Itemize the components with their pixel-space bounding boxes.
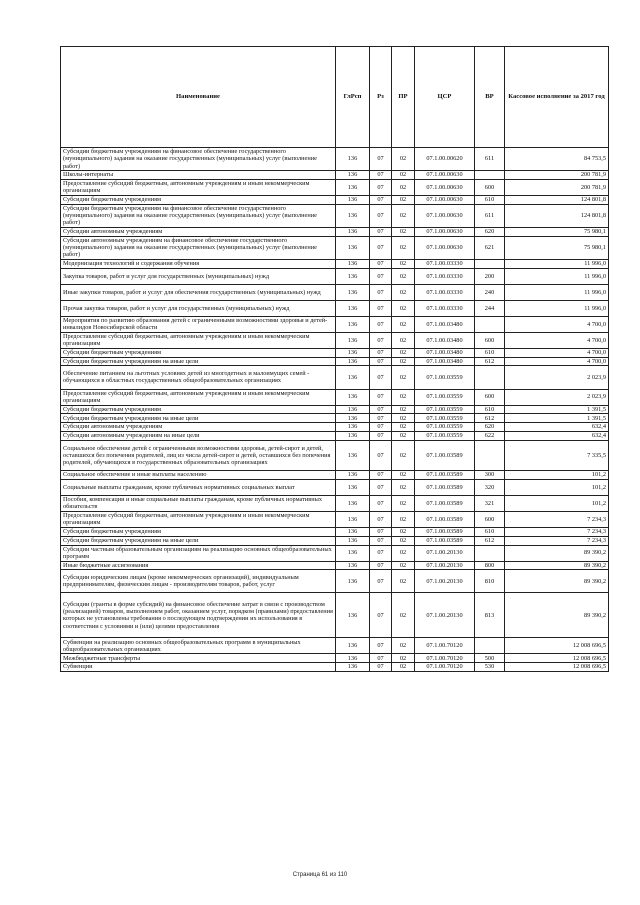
cell-grs: 136 bbox=[336, 316, 370, 332]
table-row bbox=[61, 654, 609, 663]
cell-sum: 200 781,9 bbox=[505, 171, 609, 180]
cell-name: Субсидии бюджетным учреждениям на иные цели bbox=[61, 357, 336, 366]
table-row bbox=[61, 511, 609, 527]
cell-grs: 136 bbox=[336, 366, 370, 389]
table-row bbox=[61, 431, 609, 440]
cell-name: Субсидии бюджетным учреждениям bbox=[61, 195, 336, 204]
cell-sum: 89 390,2 bbox=[505, 593, 609, 638]
table-row bbox=[61, 638, 609, 654]
cell-name: Субсидии (гранты в форме субсидий) на финансовое обеспечение затрат в связи с производством (реализацией) товаров, выполнением работ, оказанием услуг, порядком (правилами) предоставления которых не установлены требования о последующем подтверждении их использования в соответствии с условиями и (или) целями предоставления bbox=[61, 593, 336, 638]
cell-vr: 530 bbox=[475, 663, 505, 672]
cell-name: Закупка товаров, работ и услуг для государственных (муниципальных) нужд bbox=[61, 268, 336, 284]
cell-name: Модернизация технологий и содержания обучения bbox=[61, 259, 336, 268]
cell-csr: 07.1.00.03559 bbox=[415, 366, 475, 389]
cell-name: Субвенции bbox=[61, 663, 336, 672]
table-row bbox=[61, 527, 609, 536]
cell-csr: 07.1.00.03330 bbox=[415, 259, 475, 268]
cell-csr: 07.1.00.03589 bbox=[415, 511, 475, 527]
cell-pr: 02 bbox=[392, 204, 415, 227]
cell-pr: 02 bbox=[392, 431, 415, 440]
cell-name: Субсидии юридическим лицам (кроме некоммерческих организаций), индивидуальным предпринимателям, физическим лицам - производителям товаров, работ, услуг bbox=[61, 570, 336, 593]
cell-rz: 07 bbox=[370, 423, 392, 432]
table-row bbox=[61, 259, 609, 268]
cell-vr: 600 bbox=[475, 179, 505, 195]
cell-name: Иные бюджетные ассигнования bbox=[61, 561, 336, 570]
cell-pr: 02 bbox=[392, 663, 415, 672]
cell-sum: 89 390,2 bbox=[505, 545, 609, 561]
cell-name: Пособия, компенсации и иные социальные выплаты гражданам, кроме публичных нормативных обязательств bbox=[61, 495, 336, 511]
cell-pr: 02 bbox=[392, 527, 415, 536]
cell-sum: 75 980,1 bbox=[505, 236, 609, 259]
cell-vr: 813 bbox=[475, 593, 505, 638]
cell-rz: 07 bbox=[370, 479, 392, 495]
cell-sum: 632,4 bbox=[505, 431, 609, 440]
cell-pr: 02 bbox=[392, 236, 415, 259]
budget-table-sheet bbox=[60, 46, 608, 672]
cell-rz: 07 bbox=[370, 593, 392, 638]
cell-rz: 07 bbox=[370, 195, 392, 204]
cell-csr: 07.1.00.03589 bbox=[415, 495, 475, 511]
cell-csr: 07.1.00.00620 bbox=[415, 148, 475, 171]
cell-rz: 07 bbox=[370, 316, 392, 332]
cell-grs: 136 bbox=[336, 654, 370, 663]
header-pr: ПР bbox=[392, 47, 415, 148]
table-row bbox=[61, 171, 609, 180]
cell-name: Субсидии бюджетным учреждениям bbox=[61, 527, 336, 536]
cell-grs: 136 bbox=[336, 471, 370, 480]
cell-csr: 07.1.00.03559 bbox=[415, 414, 475, 423]
table-row bbox=[61, 423, 609, 432]
cell-csr: 07.1.00.20130 bbox=[415, 545, 475, 561]
cell-rz: 07 bbox=[370, 545, 392, 561]
cell-rz: 07 bbox=[370, 236, 392, 259]
cell-sum: 89 390,2 bbox=[505, 570, 609, 593]
cell-name: Предоставление субсидий бюджетным, автономным учреждениям и иным некоммерческим организациям bbox=[61, 332, 336, 348]
cell-grs: 136 bbox=[336, 204, 370, 227]
cell-sum: 4 700,0 bbox=[505, 357, 609, 366]
cell-pr: 02 bbox=[392, 300, 415, 316]
cell-sum: 84 753,5 bbox=[505, 148, 609, 171]
cell-rz: 07 bbox=[370, 148, 392, 171]
table-row bbox=[61, 405, 609, 414]
cell-csr: 07.1.00.03330 bbox=[415, 268, 475, 284]
cell-grs: 136 bbox=[336, 561, 370, 570]
page-number: Страница 61 из 110 bbox=[292, 872, 348, 878]
cell-vr: 612 bbox=[475, 536, 505, 545]
table-row bbox=[61, 204, 609, 227]
cell-sum: 11 996,0 bbox=[505, 259, 609, 268]
cell-name: Мероприятия по развитию образования детей с ограниченными возможностями здоровья и детей-инвалидов Новосибирской области bbox=[61, 316, 336, 332]
cell-vr bbox=[475, 316, 505, 332]
cell-vr bbox=[475, 440, 505, 470]
cell-rz: 07 bbox=[370, 268, 392, 284]
cell-vr bbox=[475, 545, 505, 561]
table-row bbox=[61, 593, 609, 638]
cell-grs: 136 bbox=[336, 148, 370, 171]
cell-csr: 07.1.00.03330 bbox=[415, 300, 475, 316]
cell-csr: 07.1.00.00630 bbox=[415, 179, 475, 195]
cell-csr: 07.1.00.03559 bbox=[415, 389, 475, 405]
cell-name: Школы-интернаты bbox=[61, 171, 336, 180]
cell-rz: 07 bbox=[370, 348, 392, 357]
table-row bbox=[61, 414, 609, 423]
cell-csr: 07.1.00.03589 bbox=[415, 440, 475, 470]
cell-grs: 136 bbox=[336, 545, 370, 561]
cell-name: Субсидии бюджетным учреждениям bbox=[61, 348, 336, 357]
table-row bbox=[61, 332, 609, 348]
cell-csr: 07.1.00.20130 bbox=[415, 593, 475, 638]
cell-vr bbox=[475, 259, 505, 268]
table-row bbox=[61, 268, 609, 284]
cell-pr: 02 bbox=[392, 479, 415, 495]
cell-rz: 07 bbox=[370, 570, 392, 593]
cell-csr: 07.1.00.00630 bbox=[415, 171, 475, 180]
cell-name: Обеспечение питанием на льготных условиях детей из многодетных и малоимущих семей - обучающихся в областных государственных общеобразовательных организациях bbox=[61, 366, 336, 389]
cell-sum: 632,4 bbox=[505, 423, 609, 432]
cell-vr: 244 bbox=[475, 300, 505, 316]
cell-pr: 02 bbox=[392, 511, 415, 527]
cell-vr: 810 bbox=[475, 570, 505, 593]
cell-pr: 02 bbox=[392, 536, 415, 545]
cell-csr: 07.1.00.03480 bbox=[415, 348, 475, 357]
cell-grs: 136 bbox=[336, 268, 370, 284]
cell-vr bbox=[475, 171, 505, 180]
cell-sum: 7 335,5 bbox=[505, 440, 609, 470]
cell-sum: 101,2 bbox=[505, 471, 609, 480]
table-row bbox=[61, 479, 609, 495]
cell-vr: 610 bbox=[475, 405, 505, 414]
cell-pr: 02 bbox=[392, 366, 415, 389]
table-row bbox=[61, 348, 609, 357]
cell-vr: 300 bbox=[475, 471, 505, 480]
cell-vr: 500 bbox=[475, 654, 505, 663]
cell-vr: 320 bbox=[475, 479, 505, 495]
cell-sum: 75 980,1 bbox=[505, 227, 609, 236]
cell-pr: 02 bbox=[392, 405, 415, 414]
cell-vr: 620 bbox=[475, 227, 505, 236]
cell-name: Субсидии бюджетным учреждениям на финансовое обеспечение государственного (муниципального) задания на оказание государственных (муниципальных) услуг (выполнение работ) bbox=[61, 148, 336, 171]
cell-rz: 07 bbox=[370, 527, 392, 536]
cell-sum: 12 008 696,5 bbox=[505, 654, 609, 663]
cell-pr: 02 bbox=[392, 357, 415, 366]
cell-sum: 101,2 bbox=[505, 479, 609, 495]
cell-pr: 02 bbox=[392, 389, 415, 405]
budget-table bbox=[60, 46, 609, 672]
cell-pr: 02 bbox=[392, 148, 415, 171]
cell-csr: 07.1.00.03480 bbox=[415, 332, 475, 348]
cell-vr: 321 bbox=[475, 495, 505, 511]
cell-sum: 4 700,0 bbox=[505, 348, 609, 357]
cell-csr: 07.1.00.00630 bbox=[415, 227, 475, 236]
cell-sum: 11 996,0 bbox=[505, 284, 609, 300]
cell-name: Субсидии бюджетным учреждениям bbox=[61, 405, 336, 414]
cell-pr: 02 bbox=[392, 414, 415, 423]
cell-name: Субвенции на реализацию основных общеобразовательных программ в муниципальных общеобразовательных организациях bbox=[61, 638, 336, 654]
cell-pr: 02 bbox=[392, 638, 415, 654]
cell-csr: 07.1.00.03559 bbox=[415, 423, 475, 432]
cell-name: Предоставление субсидий бюджетным, автономным учреждениям и иным некоммерческим организациям bbox=[61, 389, 336, 405]
table-row bbox=[61, 366, 609, 389]
cell-vr: 610 bbox=[475, 527, 505, 536]
cell-name: Субсидии автономным учреждениям на иные цели bbox=[61, 431, 336, 440]
cell-grs: 136 bbox=[336, 511, 370, 527]
cell-csr: 07.1.00.20130 bbox=[415, 570, 475, 593]
table-row bbox=[61, 545, 609, 561]
cell-rz: 07 bbox=[370, 171, 392, 180]
table-row bbox=[61, 284, 609, 300]
cell-grs: 136 bbox=[336, 593, 370, 638]
cell-grs: 136 bbox=[336, 357, 370, 366]
cell-vr: 600 bbox=[475, 389, 505, 405]
cell-rz: 07 bbox=[370, 471, 392, 480]
cell-pr: 02 bbox=[392, 423, 415, 432]
cell-pr: 02 bbox=[392, 654, 415, 663]
cell-grs: 136 bbox=[336, 527, 370, 536]
cell-pr: 02 bbox=[392, 593, 415, 638]
cell-sum: 1 391,5 bbox=[505, 405, 609, 414]
cell-pr: 02 bbox=[392, 316, 415, 332]
table-row bbox=[61, 536, 609, 545]
cell-csr: 07.1.00.03589 bbox=[415, 471, 475, 480]
cell-sum: 124 801,8 bbox=[505, 204, 609, 227]
cell-csr: 07.1.00.00630 bbox=[415, 195, 475, 204]
header-grs: ГлРсп bbox=[336, 47, 370, 148]
cell-rz: 07 bbox=[370, 179, 392, 195]
table-row bbox=[61, 389, 609, 405]
cell-pr: 02 bbox=[392, 332, 415, 348]
cell-grs: 136 bbox=[336, 227, 370, 236]
cell-grs: 136 bbox=[336, 479, 370, 495]
table-row bbox=[61, 471, 609, 480]
cell-rz: 07 bbox=[370, 440, 392, 470]
cell-name: Социальные выплаты гражданам, кроме публичных нормативных социальных выплат bbox=[61, 479, 336, 495]
cell-csr: 07.1.00.70120 bbox=[415, 638, 475, 654]
cell-rz: 07 bbox=[370, 389, 392, 405]
cell-grs: 136 bbox=[336, 332, 370, 348]
cell-csr: 07.1.00.00630 bbox=[415, 204, 475, 227]
cell-rz: 07 bbox=[370, 259, 392, 268]
cell-name: Иные закупки товаров, работ и услуг для обеспечения государственных (муниципальных) нужд bbox=[61, 284, 336, 300]
cell-grs: 136 bbox=[336, 570, 370, 593]
cell-grs: 136 bbox=[336, 179, 370, 195]
cell-csr: 07.1.00.03589 bbox=[415, 527, 475, 536]
cell-vr: 612 bbox=[475, 357, 505, 366]
cell-grs: 136 bbox=[336, 663, 370, 672]
cell-grs: 136 bbox=[336, 414, 370, 423]
cell-name: Предоставление субсидий бюджетным, автономным учреждениям и иным некоммерческим организациям bbox=[61, 511, 336, 527]
cell-sum: 2 023,9 bbox=[505, 389, 609, 405]
table-header-row bbox=[61, 47, 609, 148]
cell-sum: 4 700,0 bbox=[505, 316, 609, 332]
cell-name: Субсидии автономным учреждениям bbox=[61, 227, 336, 236]
cell-pr: 02 bbox=[392, 570, 415, 593]
cell-sum: 7 234,3 bbox=[505, 527, 609, 536]
cell-rz: 07 bbox=[370, 536, 392, 545]
cell-grs: 136 bbox=[336, 236, 370, 259]
table-body bbox=[61, 148, 609, 672]
cell-name: Субсидии частным образовательным организациям на реализацию основных общеобразовательных программ bbox=[61, 545, 336, 561]
cell-vr: 600 bbox=[475, 332, 505, 348]
cell-sum: 200 781,9 bbox=[505, 179, 609, 195]
cell-vr: 611 bbox=[475, 204, 505, 227]
cell-rz: 07 bbox=[370, 300, 392, 316]
cell-csr: 07.1.00.70120 bbox=[415, 663, 475, 672]
cell-rz: 07 bbox=[370, 561, 392, 570]
table-row bbox=[61, 236, 609, 259]
cell-sum: 101,2 bbox=[505, 495, 609, 511]
cell-pr: 02 bbox=[392, 348, 415, 357]
table-row bbox=[61, 300, 609, 316]
cell-sum: 124 801,8 bbox=[505, 195, 609, 204]
cell-grs: 136 bbox=[336, 195, 370, 204]
cell-csr: 07.1.00.03480 bbox=[415, 316, 475, 332]
cell-sum: 1 391,5 bbox=[505, 414, 609, 423]
cell-pr: 02 bbox=[392, 179, 415, 195]
cell-sum: 12 008 696,5 bbox=[505, 663, 609, 672]
cell-vr: 610 bbox=[475, 348, 505, 357]
table-row bbox=[61, 561, 609, 570]
cell-pr: 02 bbox=[392, 259, 415, 268]
cell-csr: 07.1.00.20130 bbox=[415, 561, 475, 570]
cell-rz: 07 bbox=[370, 357, 392, 366]
cell-csr: 07.1.00.03559 bbox=[415, 405, 475, 414]
cell-vr bbox=[475, 366, 505, 389]
cell-rz: 07 bbox=[370, 414, 392, 423]
cell-pr: 02 bbox=[392, 561, 415, 570]
cell-name: Субсидии бюджетным учреждениям на иные цели bbox=[61, 414, 336, 423]
cell-sum: 7 234,3 bbox=[505, 536, 609, 545]
cell-grs: 136 bbox=[336, 440, 370, 470]
cell-rz: 07 bbox=[370, 284, 392, 300]
cell-rz: 07 bbox=[370, 431, 392, 440]
cell-sum: 4 700,0 bbox=[505, 332, 609, 348]
table-row bbox=[61, 316, 609, 332]
table-row bbox=[61, 663, 609, 672]
cell-vr: 800 bbox=[475, 561, 505, 570]
cell-grs: 136 bbox=[336, 423, 370, 432]
cell-sum: 11 996,0 bbox=[505, 300, 609, 316]
cell-sum: 11 996,0 bbox=[505, 268, 609, 284]
cell-csr: 07.1.00.03589 bbox=[415, 536, 475, 545]
cell-pr: 02 bbox=[392, 440, 415, 470]
cell-pr: 02 bbox=[392, 495, 415, 511]
header-csr: ЦСР bbox=[415, 47, 475, 148]
table-row bbox=[61, 148, 609, 171]
cell-rz: 07 bbox=[370, 405, 392, 414]
cell-vr: 240 bbox=[475, 284, 505, 300]
cell-name: Социальное обеспечение детей с ограниченными возможностями здоровья, детей-сирот и детей, оставшихся без попечения родителей, лиц из числа детей-сирот и детей, оставшихся без попечения родителей, обучающихся в государственных образовательных организациях bbox=[61, 440, 336, 470]
cell-rz: 07 bbox=[370, 227, 392, 236]
table-row bbox=[61, 495, 609, 511]
cell-sum: 89 390,2 bbox=[505, 561, 609, 570]
cell-rz: 07 bbox=[370, 332, 392, 348]
table-row bbox=[61, 570, 609, 593]
table-row bbox=[61, 357, 609, 366]
cell-csr: 07.1.00.03559 bbox=[415, 431, 475, 440]
cell-pr: 02 bbox=[392, 284, 415, 300]
cell-sum: 12 008 696,5 bbox=[505, 638, 609, 654]
cell-grs: 136 bbox=[336, 171, 370, 180]
cell-rz: 07 bbox=[370, 366, 392, 389]
cell-rz: 07 bbox=[370, 638, 392, 654]
cell-vr: 611 bbox=[475, 148, 505, 171]
cell-name: Прочая закупка товаров, работ и услуг для государственных (муниципальных) нужд bbox=[61, 300, 336, 316]
cell-vr: 620 bbox=[475, 423, 505, 432]
header-vr: ВР bbox=[475, 47, 505, 148]
cell-vr: 622 bbox=[475, 431, 505, 440]
cell-rz: 07 bbox=[370, 663, 392, 672]
cell-pr: 02 bbox=[392, 471, 415, 480]
cell-grs: 136 bbox=[336, 536, 370, 545]
cell-pr: 02 bbox=[392, 268, 415, 284]
cell-grs: 136 bbox=[336, 300, 370, 316]
cell-csr: 07.1.00.03589 bbox=[415, 479, 475, 495]
cell-grs: 136 bbox=[336, 431, 370, 440]
table-row bbox=[61, 440, 609, 470]
cell-grs: 136 bbox=[336, 405, 370, 414]
cell-grs: 136 bbox=[336, 348, 370, 357]
cell-vr: 621 bbox=[475, 236, 505, 259]
cell-pr: 02 bbox=[392, 171, 415, 180]
cell-name: Субсидии бюджетным учреждениям на иные цели bbox=[61, 536, 336, 545]
cell-name: Предоставление субсидий бюджетным, автономным учреждениям и иным некоммерческим организациям bbox=[61, 179, 336, 195]
cell-vr: 612 bbox=[475, 414, 505, 423]
cell-grs: 136 bbox=[336, 495, 370, 511]
header-sum: Кассовое исполнение за 2017 год bbox=[505, 47, 609, 148]
cell-name: Межбюджетные трансферты bbox=[61, 654, 336, 663]
cell-csr: 07.1.00.00630 bbox=[415, 236, 475, 259]
cell-vr: 200 bbox=[475, 268, 505, 284]
cell-pr: 02 bbox=[392, 545, 415, 561]
cell-name: Социальное обеспечение и иные выплаты населению bbox=[61, 471, 336, 480]
cell-vr bbox=[475, 638, 505, 654]
cell-rz: 07 bbox=[370, 495, 392, 511]
table-row bbox=[61, 227, 609, 236]
cell-sum: 7 234,3 bbox=[505, 511, 609, 527]
cell-pr: 02 bbox=[392, 195, 415, 204]
header-name: Наименование bbox=[61, 47, 336, 148]
cell-csr: 07.1.00.70120 bbox=[415, 654, 475, 663]
cell-grs: 136 bbox=[336, 259, 370, 268]
cell-grs: 136 bbox=[336, 284, 370, 300]
cell-rz: 07 bbox=[370, 511, 392, 527]
cell-rz: 07 bbox=[370, 654, 392, 663]
cell-grs: 136 bbox=[336, 389, 370, 405]
header-rz: Рз bbox=[370, 47, 392, 148]
cell-csr: 07.1.00.03330 bbox=[415, 284, 475, 300]
table-row bbox=[61, 179, 609, 195]
cell-csr: 07.1.00.03480 bbox=[415, 357, 475, 366]
cell-name: Субсидии автономным учреждениям на финансовое обеспечение государственного (муниципального) задания на оказание государственных (муниципальных) услуг (выполнение работ) bbox=[61, 236, 336, 259]
cell-name: Субсидии бюджетным учреждениям на финансовое обеспечение государственного (муниципального) задания на оказание государственных (муниципальных) услуг (выполнение работ) bbox=[61, 204, 336, 227]
table-row bbox=[61, 195, 609, 204]
cell-vr: 600 bbox=[475, 511, 505, 527]
cell-grs: 136 bbox=[336, 638, 370, 654]
cell-name: Субсидии автономным учреждениям bbox=[61, 423, 336, 432]
cell-sum: 2 023,9 bbox=[505, 366, 609, 389]
cell-pr: 02 bbox=[392, 227, 415, 236]
cell-vr: 610 bbox=[475, 195, 505, 204]
cell-rz: 07 bbox=[370, 204, 392, 227]
